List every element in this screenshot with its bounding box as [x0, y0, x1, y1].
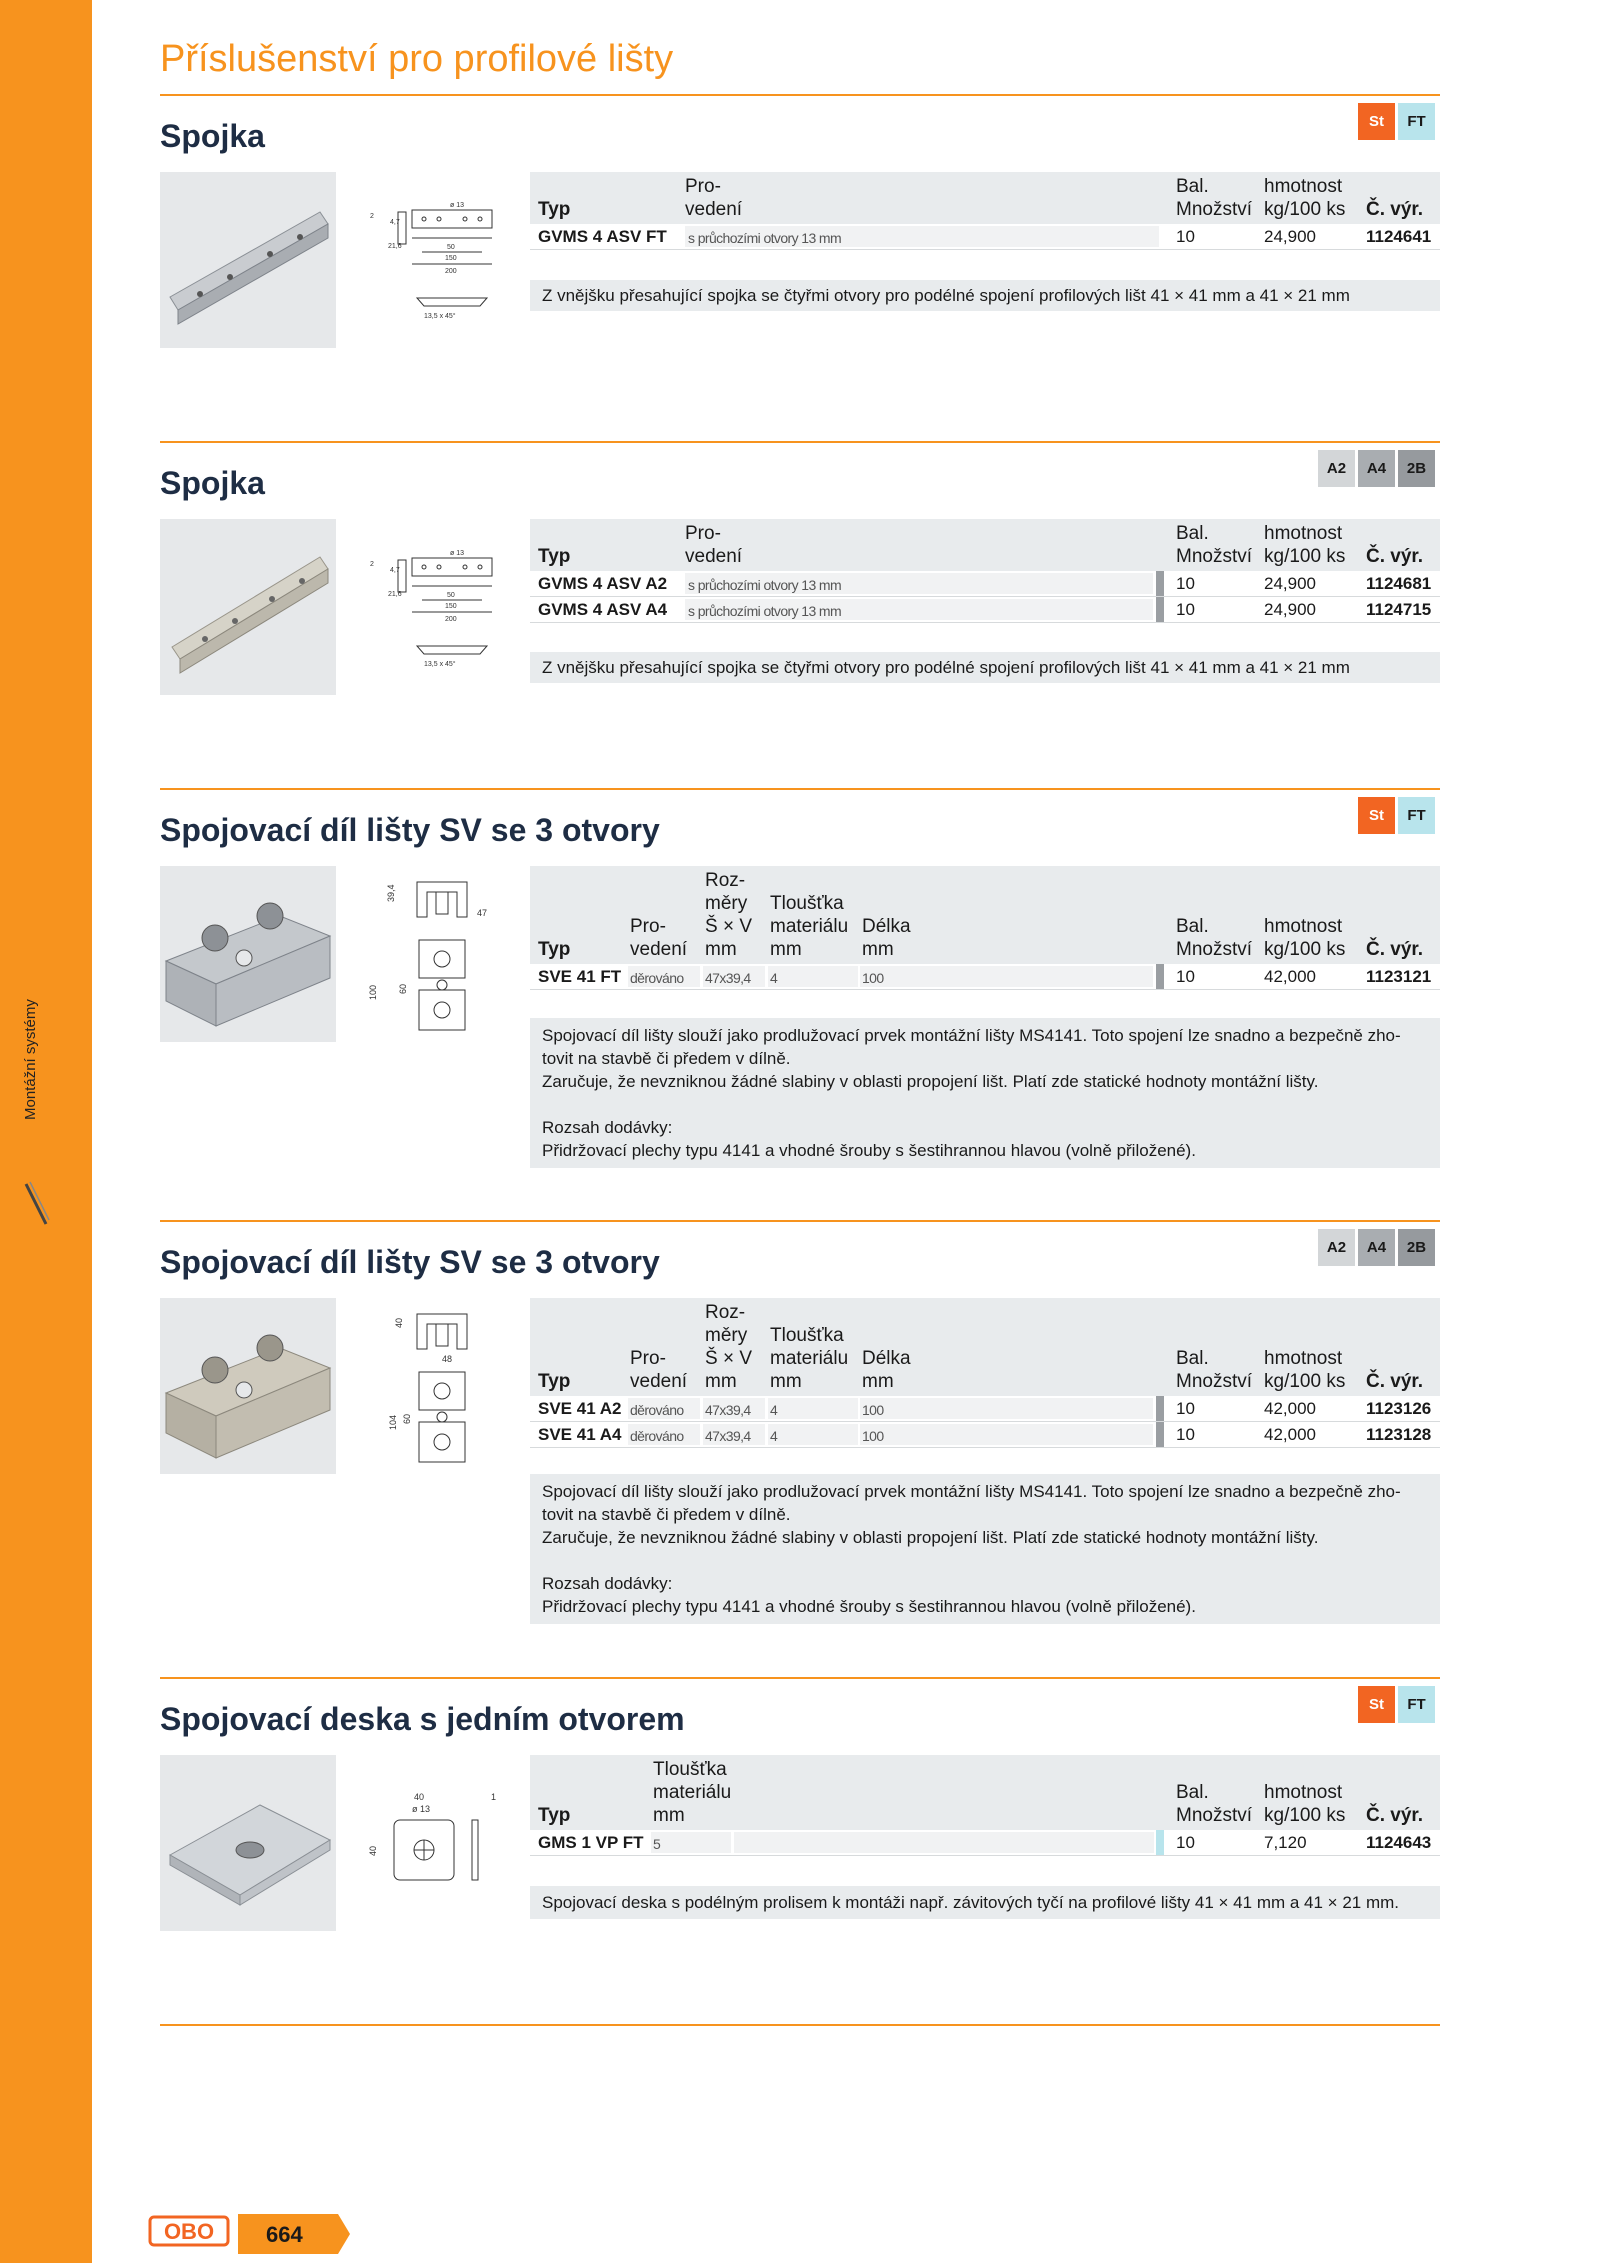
col-header: Č. výr.	[1366, 939, 1424, 960]
col-header: Množství	[1176, 199, 1253, 220]
col-header: Typ	[538, 1805, 571, 1826]
sidebar-label: Montážní systémy	[22, 999, 39, 1120]
badge-a2: A2	[1318, 450, 1355, 487]
col-header: Tloušťka	[770, 1325, 844, 1346]
dim-label: 21,6	[388, 243, 402, 250]
description-line: Zaručuje, že nevzniknou žádné slabiny v oblasti propojení lišt. Platí zde statické hodnoty montážní lišty.	[542, 1528, 1319, 1547]
divider	[160, 1677, 1440, 1679]
description-line: Spojovací díl lišty slouží jako prodlužovací prvek montážní lišty MS4141. Toto spojení lze snadno a bezpečně zho-	[542, 1482, 1401, 1501]
description	[530, 652, 1440, 683]
cell-hmotnost: 24,900	[1264, 600, 1316, 619]
cell-typ: SVE 41 FT	[538, 967, 622, 986]
cell-provedeni: děrováno	[630, 970, 684, 986]
page-number: 664	[266, 2222, 303, 2247]
col-header: Č. výr.	[1366, 1805, 1424, 1826]
col-header: hmotnost	[1264, 523, 1343, 544]
col-header: mm	[653, 1805, 685, 1826]
col-header: mm	[705, 1371, 737, 1392]
cell-bal: 10	[1176, 1425, 1195, 1444]
technical-drawing	[362, 1790, 502, 1900]
col-header: Bal.	[1176, 523, 1209, 544]
cell-cislo: 1123126	[1366, 1399, 1432, 1418]
logo-text: OBO	[163, 2219, 215, 2244]
cell-cislo: 1124641	[1366, 227, 1432, 246]
cell-typ: GVMS 4 ASV A4	[538, 600, 668, 619]
description	[530, 1474, 1440, 1624]
col-header: kg/100 ks	[1264, 1805, 1346, 1826]
col-header: Množství	[1176, 1371, 1253, 1392]
badge-st: St	[1358, 103, 1395, 140]
col-header: Množství	[1176, 939, 1253, 960]
col-header: Pro-	[685, 176, 721, 197]
dim-label: 21,6	[388, 591, 402, 598]
cell-delka: 100	[862, 1428, 884, 1444]
description-line: Zaručuje, že nevzniknou žádné slabiny v oblasti propojení lišt. Platí zde statické hodnoty montážní lišty.	[542, 1072, 1319, 1091]
pencil-icon	[22, 1180, 52, 1230]
description-line: Z vnějšku přesahující spojka se čtyřmi otvory pro podélné spojení profilových lišt 41 × 41 mm a 41 × 21 mm	[542, 286, 1350, 305]
cell-rozmery: 47x39,4	[705, 1428, 751, 1444]
description	[530, 1886, 1440, 1919]
col-header: hmotnost	[1264, 1348, 1343, 1369]
cell-delka: 100	[862, 970, 884, 986]
col-header: materiálu	[770, 916, 849, 937]
section-title: Spojovací deska s jedním otvorem	[160, 1701, 685, 1737]
col-header: Bal.	[1176, 1782, 1209, 1803]
dim-label: 60	[402, 1413, 412, 1424]
cell-provedeni: s průchozími otvory 13 mm	[688, 230, 842, 246]
cell-rozmery: 47x39,4	[705, 1402, 751, 1418]
col-header: Množství	[1176, 546, 1253, 567]
product-table	[530, 172, 1440, 250]
material-badges	[1358, 797, 1435, 834]
cell-rozmery: 47x39,4	[705, 970, 751, 986]
product-photo	[160, 519, 336, 695]
dim-label: 2	[370, 561, 374, 568]
cell-typ: GVMS 4 ASV FT	[538, 227, 667, 246]
description-line: Přidržovací plechy typu 4141 a vhodné šrouby s šestihrannou hlavou (volně přiložené).	[542, 1597, 1196, 1616]
cell-hmotnost: 24,900	[1264, 227, 1316, 246]
page-title: Příslušenství pro profilové lišty	[160, 38, 674, 80]
cell-hmotnost: 7,120	[1264, 1833, 1307, 1852]
badge-2b: 2B	[1398, 1229, 1435, 1266]
col-header: kg/100 ks	[1264, 1371, 1346, 1392]
dim-label: 150	[445, 603, 457, 610]
cell-cislo: 1124715	[1366, 600, 1432, 619]
cell-cislo: 1123128	[1366, 1425, 1432, 1444]
cell-delka: 100	[862, 1402, 884, 1418]
col-header: vedení	[630, 1371, 688, 1392]
badge-st: St	[1358, 1686, 1395, 1723]
divider	[160, 2024, 1440, 2026]
product-table	[530, 866, 1440, 990]
col-header: Typ	[538, 199, 571, 220]
cell-hmotnost: 42,000	[1264, 1399, 1316, 1418]
cell-tloustka: 4	[770, 970, 778, 986]
obo-logo	[148, 2214, 230, 2248]
badge-st: St	[1358, 797, 1395, 834]
cell-bal: 10	[1176, 600, 1195, 619]
col-header: Pro-	[685, 523, 721, 544]
dim-label: 13,5 x 45°	[424, 313, 456, 320]
cell-bal: 10	[1176, 1399, 1195, 1418]
col-header: Typ	[538, 546, 571, 567]
col-header: vedení	[685, 546, 743, 567]
description-line: Z vnějšku přesahující spojka se čtyřmi otvory pro podélné spojení profilových lišt 41 × 41 mm a 41 × 21 mm	[542, 658, 1350, 677]
table-row	[530, 597, 1440, 623]
description-line: Spojovací díl lišty slouží jako prodlužovací prvek montážní lišty MS4141. Toto spojení lze snadno a bezpečně zho-	[542, 1026, 1401, 1045]
cell-bal: 10	[1176, 967, 1195, 986]
material-badges	[1318, 450, 1435, 487]
material-badges	[1358, 103, 1435, 140]
col-header: Bal.	[1176, 1348, 1209, 1369]
divider	[160, 1220, 1440, 1222]
cell-hmotnost: 42,000	[1264, 1425, 1316, 1444]
cell-typ: SVE 41 A4	[538, 1425, 622, 1444]
cell-cislo: 1123121	[1366, 967, 1432, 986]
section-title: Spojovací díl lišty SV se 3 otvory	[160, 1244, 660, 1280]
badge-ft: FT	[1398, 103, 1435, 140]
sidebar	[0, 0, 92, 2263]
dim-label: 200	[445, 268, 457, 275]
col-header: Roz-	[705, 1302, 746, 1323]
col-header: Délka	[862, 916, 911, 937]
technical-drawing	[362, 1304, 502, 1472]
divider	[160, 94, 1440, 96]
dim-label: ø 13	[450, 202, 465, 209]
badge-a2: A2	[1318, 1229, 1355, 1266]
cell-bal: 10	[1176, 227, 1195, 246]
cell-provedeni: s průchozími otvory 13 mm	[688, 603, 842, 619]
cell-typ: GMS 1 VP FT	[538, 1833, 644, 1852]
description-line: Spojovací deska s podélným prolisem k montáži např. závitových tyčí na profilové lišty 41 × 41 mm a 41 × 21 mm.	[542, 1893, 1399, 1912]
col-header: Množství	[1176, 1805, 1253, 1826]
dim-label: ø 13	[412, 1804, 431, 1814]
description-line: Rozsah dodávky:	[542, 1574, 673, 1593]
dim-label: 60	[398, 983, 408, 994]
dim-label: 100	[368, 984, 378, 1000]
col-header: Č. výr.	[1366, 199, 1424, 220]
col-header: měry	[705, 1325, 748, 1346]
dim-label: 104	[388, 1414, 398, 1430]
cell-typ: SVE 41 A2	[538, 1399, 622, 1418]
description-line	[530, 1549, 1440, 1572]
cell-hmotnost: 42,000	[1264, 967, 1316, 986]
dim-label: 13,5 x 45°	[424, 661, 456, 668]
col-header: kg/100 ks	[1264, 546, 1346, 567]
cell-provedeni: děrováno	[630, 1428, 684, 1444]
dim-label: 47	[477, 908, 488, 918]
table-row	[530, 224, 1440, 250]
col-header: mm	[770, 939, 802, 960]
material-badges	[1318, 1229, 1435, 1266]
dim-label: 50	[447, 592, 455, 599]
col-header: mm	[705, 939, 737, 960]
dim-label: 4,7	[390, 567, 400, 574]
col-header: mm	[770, 1371, 802, 1392]
col-header: materiálu	[653, 1782, 732, 1803]
col-header: Bal.	[1176, 176, 1209, 197]
description-line	[530, 1093, 1440, 1116]
badge-ft: FT	[1398, 797, 1435, 834]
table-row	[530, 1830, 1440, 1856]
col-header: kg/100 ks	[1264, 939, 1346, 960]
col-header: hmotnost	[1264, 176, 1343, 197]
col-header: mm	[862, 939, 894, 960]
col-header: Roz-	[705, 870, 746, 891]
col-header: Tloušťka	[653, 1759, 727, 1780]
col-header: Typ	[538, 939, 571, 960]
material-badges	[1358, 1686, 1435, 1723]
dim-label: 4,7	[390, 219, 400, 226]
dim-label: 48	[442, 1354, 453, 1364]
product-table	[530, 1755, 1440, 1856]
description-line: tovit na stavbě či předem v dílně.	[542, 1049, 791, 1068]
col-header: Š × V	[705, 916, 752, 937]
cell-cislo: 1124643	[1366, 1833, 1432, 1852]
dim-label: 1	[491, 1792, 497, 1802]
technical-drawing	[362, 198, 502, 323]
table-row	[530, 964, 1440, 990]
section-title: Spojovací díl lišty SV se 3 otvory	[160, 812, 660, 848]
cell-bal: 10	[1176, 1833, 1195, 1852]
col-header: mm	[862, 1371, 894, 1392]
badge-2b: 2B	[1398, 450, 1435, 487]
col-header: hmotnost	[1264, 1782, 1343, 1803]
description-line: Rozsah dodávky:	[542, 1118, 673, 1137]
technical-drawing	[362, 546, 502, 671]
badge-a4: A4	[1358, 1229, 1395, 1266]
description	[530, 1018, 1440, 1168]
dim-label: 2	[370, 213, 374, 220]
dim-label: 40	[414, 1792, 425, 1802]
product-photo	[160, 172, 336, 348]
section-title: Spojka	[160, 465, 265, 501]
col-header: Typ	[538, 1371, 571, 1392]
table-row	[530, 571, 1440, 597]
cell-provedeni: děrováno	[630, 1402, 684, 1418]
table-row	[530, 1422, 1440, 1448]
col-header: měry	[705, 893, 748, 914]
dim-label: 200	[445, 616, 457, 623]
cell-tloustka: 4	[770, 1402, 778, 1418]
section-title: Spojka	[160, 118, 265, 154]
col-header: vedení	[630, 939, 688, 960]
col-header: Pro-	[630, 1348, 666, 1369]
col-header: Š × V	[705, 1348, 752, 1369]
product-photo	[160, 1298, 336, 1474]
dim-label: 39,4	[386, 884, 396, 902]
divider	[160, 788, 1440, 790]
table-row	[530, 1396, 1440, 1422]
dim-label: ø 13	[450, 550, 465, 557]
col-header: Č. výr.	[1366, 1371, 1424, 1392]
dim-label: 40	[368, 1845, 378, 1856]
cell-bal: 10	[1176, 574, 1195, 593]
col-header: Pro-	[630, 916, 666, 937]
cell-tloustka: 5	[653, 1836, 661, 1852]
description-line: Přidržovací plechy typu 4141 a vhodné šrouby s šestihrannou hlavou (volně přiložené).	[542, 1141, 1196, 1160]
cell-provedeni: s průchozími otvory 13 mm	[688, 577, 842, 593]
technical-drawing	[362, 872, 502, 1040]
col-header: Bal.	[1176, 916, 1209, 937]
dim-label: 150	[445, 255, 457, 262]
col-header: hmotnost	[1264, 916, 1343, 937]
product-table	[530, 519, 1440, 623]
col-header: kg/100 ks	[1264, 199, 1346, 220]
col-header: Délka	[862, 1348, 911, 1369]
col-header: Č. výr.	[1366, 546, 1424, 567]
badge-a4: A4	[1358, 450, 1395, 487]
col-header: materiálu	[770, 1348, 849, 1369]
product-photo	[160, 1755, 336, 1931]
description-line: tovit na stavbě či předem v dílně.	[542, 1505, 791, 1524]
divider	[160, 441, 1440, 443]
product-table	[530, 1298, 1440, 1448]
product-photo	[160, 866, 336, 1042]
dim-label: 50	[447, 244, 455, 251]
col-header: vedení	[685, 199, 743, 220]
description	[530, 280, 1440, 311]
cell-hmotnost: 24,900	[1264, 574, 1316, 593]
dim-label: 40	[394, 1317, 404, 1328]
cell-typ: GVMS 4 ASV A2	[538, 574, 668, 593]
cell-tloustka: 4	[770, 1428, 778, 1444]
col-header: Tloušťka	[770, 893, 844, 914]
cell-cislo: 1124681	[1366, 574, 1432, 593]
badge-ft: FT	[1398, 1686, 1435, 1723]
